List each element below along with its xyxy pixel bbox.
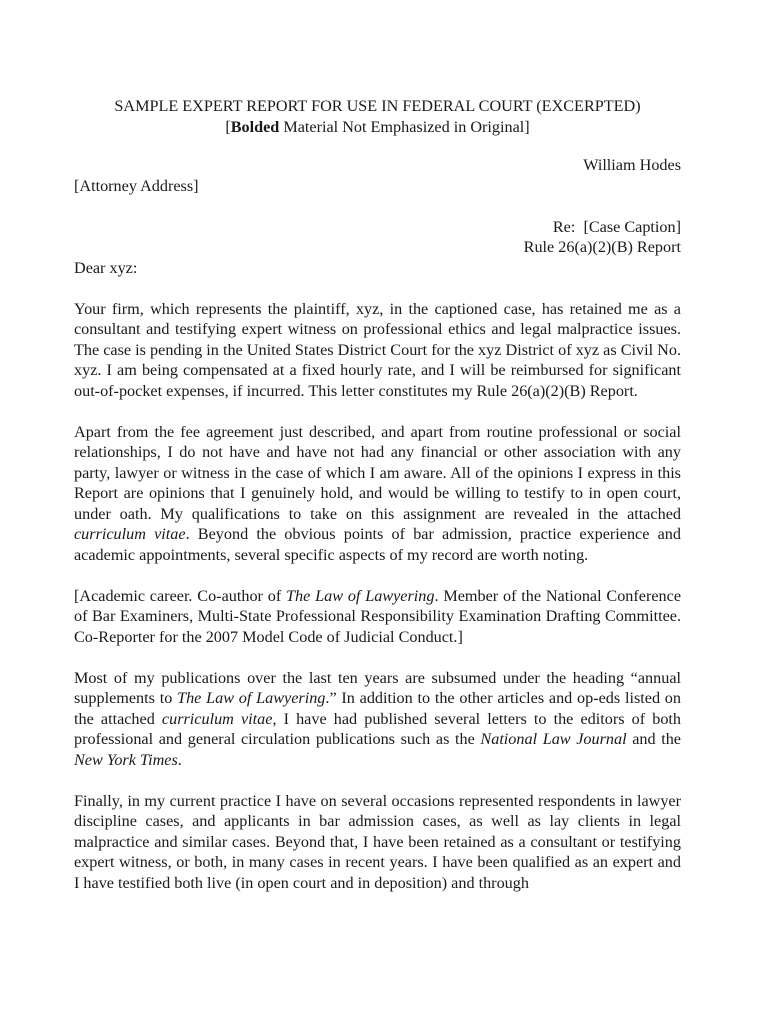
p4-book-italic: The Law of Lawyering (177, 689, 326, 707)
p3-text-b: . Member of the National Conference of Bar Examiners, Multi-State Professional Responsibility Examination Drafting Committee. Co-Reporter for the 2007 Model Code of Judicial Conduct.] (74, 586, 682, 646)
p3-text-a: [Academic career. Co-author of (74, 586, 287, 605)
p4-text-e: . (177, 750, 182, 769)
p4-nlj-italic: National Law Journal (480, 730, 627, 748)
p2-text-b: . Beyond the obvious points of bar admission, practice experience and academic appointments, several specific aspects of my record are worth noting. (74, 525, 681, 564)
subtitle-bracket: [ (225, 117, 231, 136)
p2-cv-italic: curriculum vitae (74, 525, 186, 543)
p4-text-d: and the (626, 730, 681, 748)
p4-nyt-italic: New York Times (74, 750, 178, 769)
p4-text-a: Most of my publications over the last ten years are subsumed under the heading “annual supplements to (74, 668, 681, 707)
document-subtitle (74, 117, 681, 138)
p3-book-italic: The Law of Lawyering (286, 586, 435, 605)
attorney-address: [Attorney Address] (74, 176, 199, 195)
document-page (74, 96, 681, 914)
document-title: SAMPLE EXPERT REPORT FOR USE IN FEDERAL COURT (EXCERPTED) (114, 97, 641, 115)
p4-text-c: , I have had published several letters to the editors of both professional and general circulation publications such as the (74, 709, 682, 748)
subtitle-bold-word: Bolded (230, 117, 280, 136)
paragraph-independence (74, 422, 681, 566)
subtitle-rest: Material Not Emphasized in Original] (279, 117, 530, 136)
paragraph-engagement: Your firm, which represents the plaintiff, xyz, in the captioned case, has retained me as a consultant and testifying expert witness on professional ethics and legal malpractice issues. The case is pending in the United States District Court for the xyz District of xyz as Civil No. xyz. I am being compensated at a fixed hourly rate, and I will be reimbursed for significant out-of-pocket expenses, if incurred. This letter constitutes my Rule 26(a)(2)(B) Report. (74, 299, 681, 400)
paragraph-practice: Finally, in my current practice I have on several occasions represented respondents in lawyer discipline cases, and applicants in bar admission cases, as well as lay clients in legal malpractice and similar cases. Beyond that, I have been retained as a consultant or testifying expert witness, or both, in many cases in recent years. I have been qualified as an expert and I have testified both live (in open court and in deposition) and through (74, 791, 681, 892)
p4-text-b: .” In addition to the other articles and op-eds listed on the attached (74, 689, 681, 728)
p2-text-a: Apart from the fee agreement just described, and apart from routine professional or social relationships, I do not have and have not had any financial or other association with any party, lawyer or witness in the case of which I am aware. All of the opinions I express in this Report are opinions that I genuinely hold, and would be willing to testify to in open court, under oath. My qualifications to take on this assignment are revealed in the attached (74, 422, 681, 523)
rule-line: Rule 26(a)(2)(B) Report (523, 238, 681, 256)
paragraph-academic-career (74, 586, 681, 648)
salutation: Dear xyz: (74, 258, 138, 277)
p4-cv-italic: curriculum vitae (161, 709, 273, 728)
author-name: William Hodes (583, 156, 681, 174)
paragraph-publications (74, 668, 681, 771)
re-line: Re: [Case Caption] (552, 217, 681, 236)
